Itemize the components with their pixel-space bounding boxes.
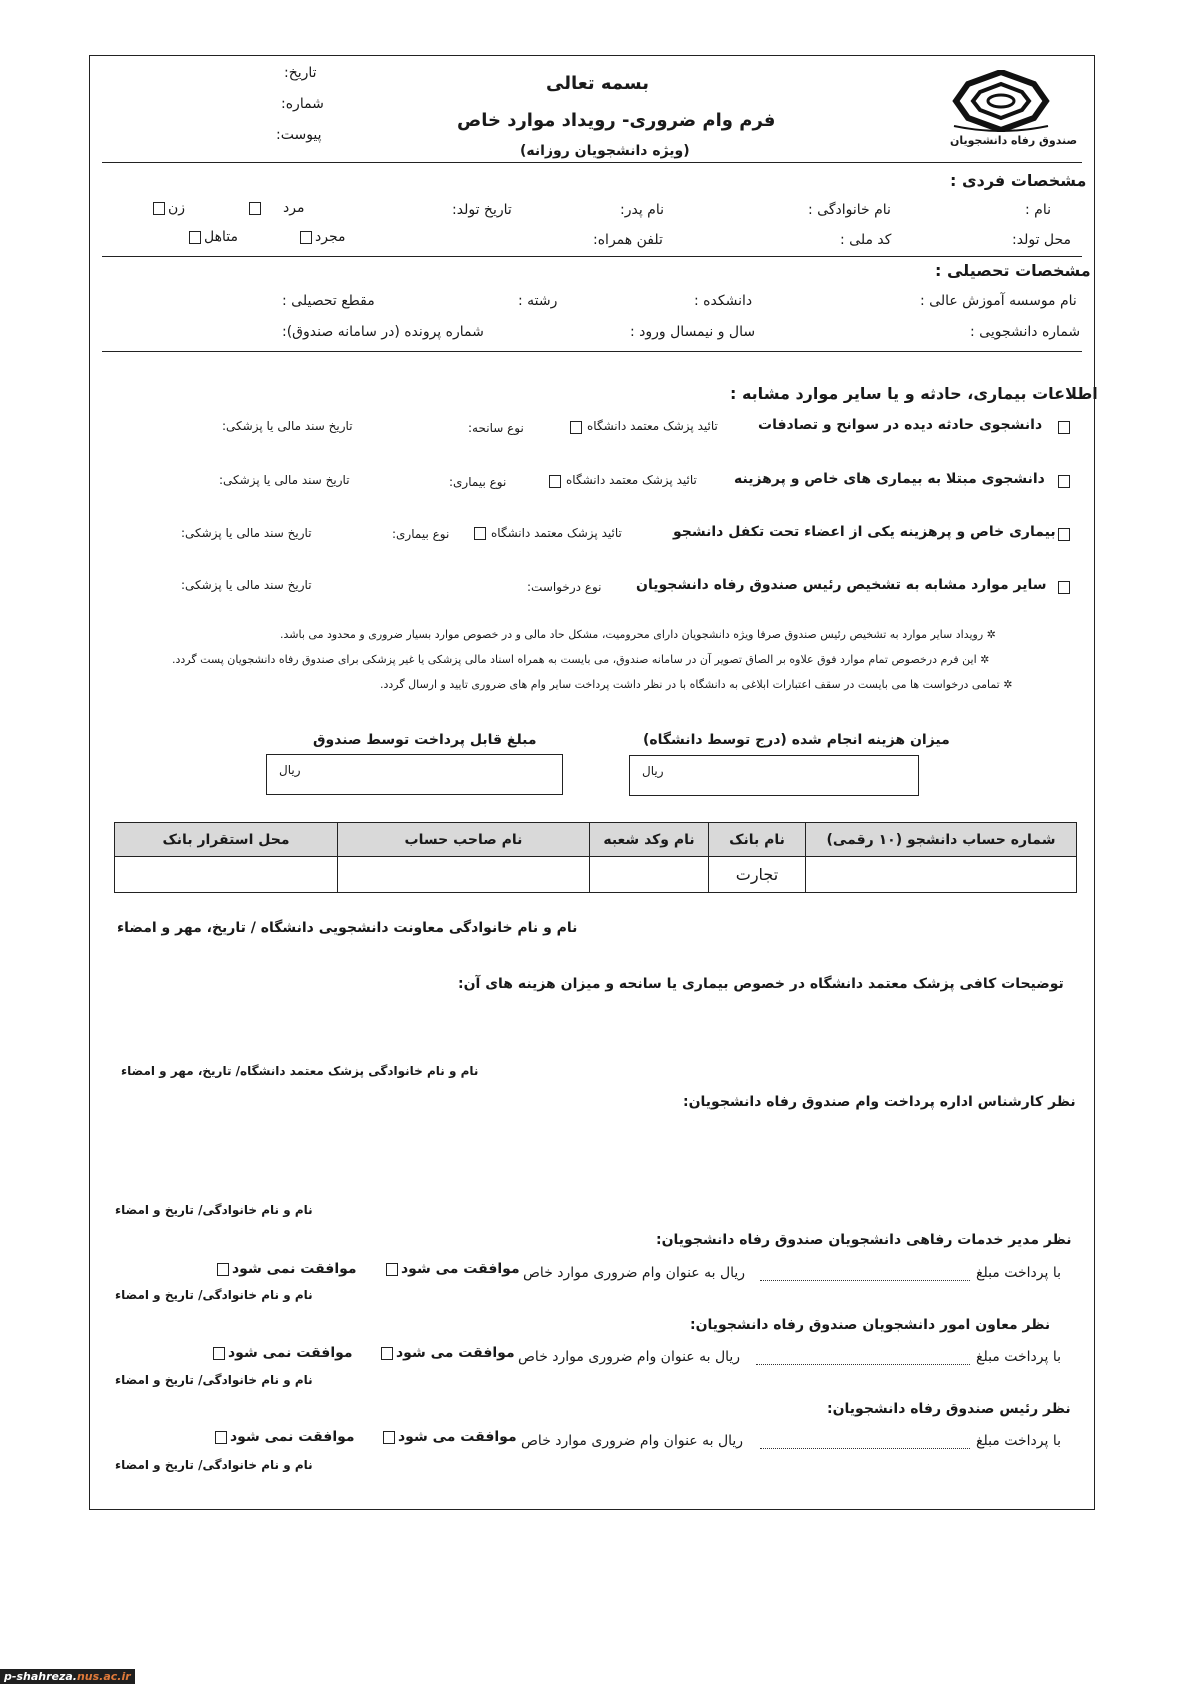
incident-disease-checkbox[interactable] <box>1058 475 1070 488</box>
incident-disease-date: تاریخ سند مالی یا پزشکی: <box>219 473 350 487</box>
divider-header <box>102 162 1082 163</box>
cost-rial: ریال <box>642 764 664 778</box>
student-no-label: شماره دانشجویی : <box>970 324 1081 340</box>
manager-disagree-checkbox[interactable] <box>217 1263 229 1276</box>
head-rial-text: ریال به عنوان وام ضروری موارد خاص <box>521 1433 744 1449</box>
father-label: نام پدر: <box>620 202 665 218</box>
married-checkbox[interactable] <box>189 231 201 244</box>
col-account-number: شماره حساب دانشجو (۱۰ رقمی) <box>806 823 1077 857</box>
head-sign: نام و نام خانوادگی/ تاریخ و امضاء <box>115 1458 313 1472</box>
cell-account-number[interactable] <box>806 857 1077 893</box>
deputy-rial-text: ریال به عنوان وام ضروری موارد خاص <box>518 1349 741 1365</box>
watermark-prefix: p-shahreza. <box>4 1670 77 1683</box>
deputy-disagree <box>210 1345 353 1361</box>
incident-accident-title: دانشجوی حادثه دیده در سوانح و تصادفات <box>758 417 1043 433</box>
male-label: مرد <box>283 200 305 216</box>
deputy-agree <box>378 1345 515 1361</box>
header-title-2: فرم وام ضروری- رویداد موارد خاص <box>457 110 776 131</box>
married-label: متاهل <box>204 229 238 245</box>
incident-accident-approval-checkbox[interactable] <box>570 421 582 434</box>
note-2-text: این فرم درخصوص تمام موارد فوق علاوه بر الصاق تصویر آن در سامانه صندوق، می بایست به همراه اسناد مالی پزشکی یا غیر پزشکی برای صندوق رفاه دانشجویان پست گردد. <box>172 653 977 666</box>
expert-sign: نام و نام خانوادگی/ تاریخ و امضاء <box>115 1203 313 1217</box>
fund-logo <box>944 70 1078 150</box>
gender-female <box>150 200 185 216</box>
bank-table <box>114 822 1077 893</box>
single-checkbox[interactable] <box>300 231 312 244</box>
family-label: نام خانوادگی : <box>808 202 891 218</box>
gender-male <box>246 200 304 216</box>
number-label: شماره: <box>281 96 324 112</box>
attachment-label: پیوست: <box>276 127 322 143</box>
head-view-heading: نظر رئیس صندوق رفاه دانشجویان: <box>827 1401 1071 1417</box>
manager-rial-text: ریال به عنوان وام ضروری موارد خاص <box>523 1265 746 1281</box>
marital-married <box>186 229 238 245</box>
vice-student-sign: نام و نام خانوادگی معاونت دانشجویی دانشگاه / تاریخ، مهر و امضاء <box>117 920 578 936</box>
incident-accident-type: نوع سانحه: <box>468 421 524 435</box>
incident-disease-type: نوع بیماری: <box>449 475 507 489</box>
deputy-disagree-checkbox[interactable] <box>213 1347 225 1360</box>
manager-agree <box>383 1261 520 1277</box>
payable-rial: ریال <box>279 763 301 777</box>
doctor-description: توضیحات کافی پزشک معتمد دانشگاه در خصوص بیماری یا سانحه و میزان هزینه های آن: <box>458 976 1064 992</box>
education-heading: مشخصات تحصیلی : <box>935 261 1091 280</box>
site-watermark <box>0 1669 135 1684</box>
head-agree-label: موافقت می شود <box>398 1429 517 1445</box>
incident-accident-approval: تائید پزشک معتمد دانشگاه <box>587 419 718 433</box>
deputy-disagree-label: موافقت نمی شود <box>228 1345 353 1361</box>
manager-disagree <box>214 1261 357 1277</box>
female-label: زن <box>168 200 186 216</box>
payable-box[interactable] <box>266 754 563 795</box>
incident-heading: اطلاعات بیماری، حادثه و یا سایر موارد مشابه : <box>730 384 1098 403</box>
note-2: ✲ این فرم درخصوص تمام موارد فوق علاوه بر الصاق تصویر آن در سامانه صندوق، می بایست به همراه اسناد مالی پزشکی یا غیر پزشکی برای صندوق رفاه دانشجویان پست گردد. <box>172 653 990 666</box>
incident-accident-date: تاریخ سند مالی یا پزشکی: <box>222 419 353 433</box>
name-label: نام : <box>1025 202 1051 218</box>
payable-label: مبلغ قابل پرداخت توسط صندوق <box>313 732 537 748</box>
institution-label: نام موسسه آموزش عالی : <box>920 293 1077 309</box>
incident-other-title: سایر موارد مشابه به تشخیص رئیس صندوق رفاه دانشجویان <box>636 577 1047 593</box>
cell-bank-location[interactable] <box>115 857 338 893</box>
deputy-amount-line <box>756 1364 970 1365</box>
header-title-1: بسمه تعالی <box>546 73 649 94</box>
manager-amount-line <box>760 1280 970 1281</box>
col-bank-location: محل استقرار بانک <box>115 823 338 857</box>
incident-dependent-title: بیماری خاص و پرهزینه یکی از اعضاء تحت تکفل دانشجو <box>673 524 1056 540</box>
birth-place-label: محل تولد: <box>1012 232 1072 248</box>
faculty-label: دانشکده : <box>694 293 753 309</box>
head-amount-line <box>760 1448 970 1449</box>
head-pay-amount: با پرداخت مبلغ <box>976 1433 1062 1449</box>
national-code-label: کد ملی : <box>840 232 892 248</box>
col-branch: نام وکد شعبه <box>590 823 709 857</box>
divider-education <box>102 351 1082 352</box>
cost-label: میزان هزینه انجام شده (درج توسط دانشگاه) <box>643 732 950 748</box>
cell-bank-name[interactable]: تجارت <box>709 857 806 893</box>
deputy-agree-checkbox[interactable] <box>381 1347 393 1360</box>
male-checkbox[interactable] <box>249 202 261 215</box>
file-no-label: شماره پرونده (در سامانه صندوق): <box>282 324 484 340</box>
incident-dependent-checkbox[interactable] <box>1058 528 1070 541</box>
head-disagree-label: موافقت نمی شود <box>230 1429 355 1445</box>
head-agree-checkbox[interactable] <box>383 1431 395 1444</box>
col-bank-name: نام بانک <box>709 823 806 857</box>
manager-agree-label: موافقت می شود <box>401 1261 520 1277</box>
manager-agree-checkbox[interactable] <box>386 1263 398 1276</box>
female-checkbox[interactable] <box>153 202 165 215</box>
incident-dependent-approval-checkbox[interactable] <box>474 527 486 540</box>
marital-single <box>297 229 346 245</box>
cost-box[interactable] <box>629 755 919 796</box>
cell-account-holder[interactable] <box>338 857 590 893</box>
degree-label: مقطع تحصیلی : <box>282 293 375 309</box>
deputy-view-heading: نظر معاون امور دانشجویان صندوق رفاه دانشجویان: <box>690 1317 1051 1333</box>
note-3: ✲ تمامی درخواست ها می بایست در سقف اعتبارات ابلاغی به دانشگاه با در نظر داشت پرداخت سایر وام های ضروری تایید و ارسال گردد. <box>380 678 1013 691</box>
incident-disease-title: دانشجوی مبتلا به بیماری های خاص و پرهزینه <box>734 471 1045 487</box>
header-title-3: (ویژه دانشجویان روزانه) <box>520 143 690 159</box>
single-label: مجرد <box>315 229 346 245</box>
deputy-agree-label: موافقت می شود <box>396 1345 515 1361</box>
note-1: ✲ رویداد سایر موارد به تشخیص رئیس صندوق صرفا ویژه دانشجویان دارای محرومیت، مشکل حاد مالی و در خصوص موارد بسیار ضروری و محدود می باشد. <box>280 628 996 641</box>
manager-pay-amount: با پرداخت مبلغ <box>976 1265 1062 1281</box>
head-agree <box>380 1429 517 1445</box>
incident-disease-approval-checkbox[interactable] <box>549 475 561 488</box>
deputy-sign: نام و نام خانوادگی/ تاریخ و امضاء <box>115 1373 313 1387</box>
watermark-domain: nus.ac.ir <box>76 1670 131 1683</box>
head-disagree <box>212 1429 355 1445</box>
col-account-holder: نام صاحب حساب <box>338 823 590 857</box>
head-disagree-checkbox[interactable] <box>215 1431 227 1444</box>
manager-disagree-label: موافقت نمی شود <box>232 1261 357 1277</box>
incident-other-checkbox[interactable] <box>1058 581 1070 594</box>
incident-disease-approval: تائید پزشک معتمد دانشگاه <box>566 473 697 487</box>
incident-accident-checkbox[interactable] <box>1058 421 1070 434</box>
divider-personal <box>102 256 1082 257</box>
incident-dependent-date: تاریخ سند مالی یا پزشکی: <box>181 526 312 540</box>
doctor-sign: نام و نام خانوادگی پزشک معتمد دانشگاه/ تاریخ، مهر و امضاء <box>121 1064 479 1078</box>
incident-other-date: تاریخ سند مالی یا پزشکی: <box>181 578 312 592</box>
birth-date-label: تاریخ تولد: <box>452 202 512 218</box>
incident-dependent-approval: تائید پزشک معتمد دانشگاه <box>491 526 622 540</box>
incident-other-type: نوع درخواست: <box>527 580 602 594</box>
manager-sign: نام و نام خانوادگی/ تاریخ و امضاء <box>115 1288 313 1302</box>
note-3-text: تمامی درخواست ها می بایست در سقف اعتبارات ابلاغی به دانشگاه با در نظر داشت پرداخت سایر وام های ضروری تایید و ارسال گردد. <box>380 678 1000 691</box>
cell-branch[interactable] <box>590 857 709 893</box>
date-label: تاریخ: <box>284 65 317 81</box>
incident-dependent-type: نوع بیماری: <box>392 527 450 541</box>
logo-caption: صندوق رفاه دانشجویان <box>950 134 1078 147</box>
table-row <box>115 857 1077 893</box>
personal-heading: مشخصات فردی : <box>950 171 1087 190</box>
fund-logo-icon <box>944 70 1059 132</box>
entry-label: سال و نیمسال ورود : <box>630 324 756 340</box>
mobile-label: تلفن همراه: <box>593 232 663 248</box>
note-1-text: رویداد سایر موارد به تشخیص رئیس صندوق صرفا ویژه دانشجویان دارای محرومیت، مشکل حاد مالی و در خصوص موارد بسیار ضروری و محدود می باشد. <box>280 628 984 641</box>
expert-view: نظر کارشناس اداره پرداخت وام صندوق رفاه دانشجویان: <box>683 1094 1076 1110</box>
manager-view-heading: نظر مدیر خدمات رفاهی دانشجویان صندوق رفاه دانشجویان: <box>656 1232 1072 1248</box>
deputy-pay-amount: با پرداخت مبلغ <box>976 1349 1062 1365</box>
field-label: رشته : <box>518 293 558 309</box>
